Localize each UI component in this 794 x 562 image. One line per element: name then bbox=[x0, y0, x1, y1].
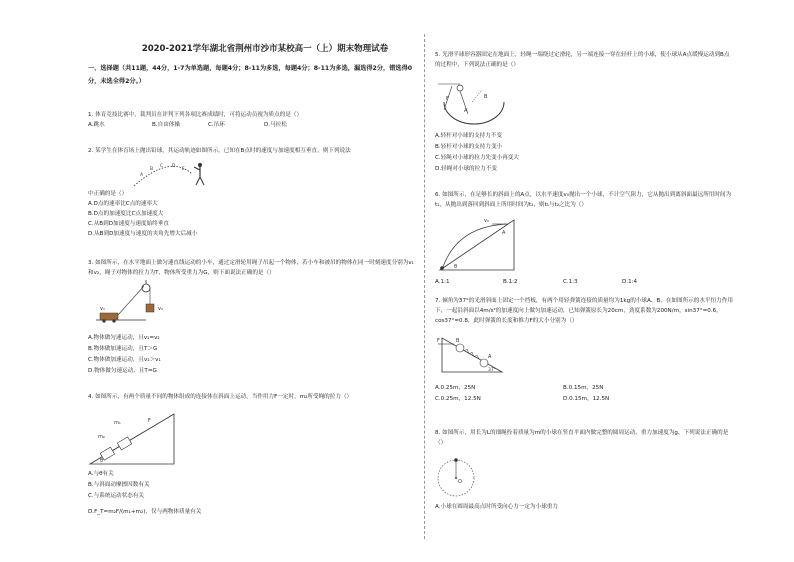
q4-label-f: F bbox=[148, 418, 151, 424]
q7-option-a: A.0.25m，25N bbox=[435, 385, 476, 391]
q7-option-c: C.0.25m，12.5N bbox=[435, 396, 481, 402]
q2-trajectory-figure bbox=[130, 160, 210, 188]
q3-option-b: B.物体做加速运动，且T＞G bbox=[88, 346, 158, 352]
q8-option-a: A.小球在圆周最高点时所受向心力一定为小球重力 bbox=[435, 504, 558, 510]
q5-stem: 5. 光滑半球形容器固定在地面上，轻绳一端绕过定滑轮，另一端连接一穿在轻杆上的小球，使小球从A点缓慢运动到B点的过程中，下列说法正确的是（） bbox=[435, 52, 730, 68]
athlete-icon bbox=[194, 163, 204, 185]
q3-stem: 3. 如图所示，在水平地面上做匀速直线运动的小车，通过定滑轮用绳子吊起一个物体，若小车和被吊的物体在同一时刻速度分别为v₁和v₂，绳子对物体的拉力为T，物体所受重力为G，则下面说法正确的是（） bbox=[88, 260, 414, 276]
q1-option-b: B.自由体操 bbox=[152, 122, 180, 128]
q4-incline-figure bbox=[88, 408, 178, 468]
q1-option-d: D.马拉松 bbox=[264, 122, 287, 128]
q5-label-b: B bbox=[484, 94, 488, 100]
q3-label-v1: v₁ bbox=[100, 306, 105, 312]
q3-label-v2: v₂ bbox=[158, 306, 163, 312]
section-heading: 一、选择题（共11题，44分，1-7为单选题，每题4分；8-11为多选，每题4分；8-11为多选，漏选得2分，错选得0分，未选全得2分。） bbox=[88, 65, 413, 85]
q6-option-c: C.1:3 bbox=[563, 279, 578, 285]
column-divider bbox=[424, 34, 425, 539]
q7-option-d: D.0.15m，12.5N bbox=[563, 396, 610, 402]
q8-stem: 8. 如图所示，用长为L的细绳拴着质量为m的小球在竖直平面内做完整的圆周运动，重力加速度为g，下列说法正确的是（） bbox=[435, 430, 729, 446]
q7-spring-incline-figure bbox=[436, 334, 506, 376]
q6-option-a: A.1:1 bbox=[435, 279, 450, 285]
q3-pulley-figure bbox=[96, 280, 176, 328]
q2-option-d: D.从B到D加速度与速度的夹角先增大后减小 bbox=[88, 231, 198, 237]
q7-option-b: B.0.15m，25N bbox=[563, 385, 604, 391]
q6-label-v0: v₀ bbox=[484, 218, 489, 224]
q6-label-a: A bbox=[502, 230, 506, 236]
q2-option-a: A.D点的速率比C点的速率大 bbox=[88, 201, 158, 207]
q7-label-angle: 37° bbox=[488, 368, 496, 373]
q3-option-a: A.物体做匀速运动，且v₁=v₂ bbox=[88, 335, 160, 341]
q2-label-d: D bbox=[172, 164, 176, 169]
q2-option-c: C.从B到D加速度与速度始终垂直 bbox=[88, 221, 169, 227]
q4-label-m1: m₁ bbox=[114, 420, 121, 426]
q2-stem: 2. 某学生在体育场上抛出铅球，其运动轨迹如图所示，已知在B点时的速度与加速度相互垂直，则下列说法 bbox=[88, 148, 351, 154]
q8-label-o: O bbox=[458, 479, 462, 485]
q2-label-b: B bbox=[150, 167, 154, 172]
page-title: 2020-2021学年湖北省荆州市沙市某校高一（上）期末物理试卷 bbox=[141, 44, 389, 54]
q3-option-d: D.物体做匀速运动，且T=G bbox=[88, 368, 157, 374]
q4-label-theta: θ bbox=[100, 458, 104, 464]
q7-label-f: F bbox=[437, 338, 440, 344]
q7-label-a: A bbox=[488, 354, 492, 360]
q2-stem-cont: 中正确的是（） bbox=[88, 191, 128, 197]
q4-option-c: C.与系统运动状态有关 bbox=[88, 493, 145, 499]
q2-label-c: C bbox=[160, 164, 164, 169]
q7-label-b: B bbox=[456, 338, 460, 344]
q6-stem: 6. 如图所示，在足够长的斜面上的A点，以水平速度v₀抛出一个小球，不计空气阻力，它从抛出到离斜面最远所用时间为t₁，从抛出到落回到斜面上所用时间为t₂，则t₁与t₂之比为（） bbox=[435, 192, 732, 208]
q4-option-a: A.与θ有关 bbox=[88, 471, 114, 477]
q6-option-d: D.1:4 bbox=[622, 279, 638, 285]
q4-option-b: B.与斜面动摩擦因数有关 bbox=[88, 482, 150, 488]
q6-projectile-figure bbox=[436, 212, 520, 272]
q1-stem: 1. 体育竞技比赛中，裁判员在评判下列各项比赛成绩时，可将运动员视为质点的是（） bbox=[88, 112, 303, 118]
q3-option-c: C.物体做加速运动，且v₂＞v₁ bbox=[88, 357, 161, 363]
q6-option-b: B.1:2 bbox=[503, 279, 518, 285]
q2-label-a: A bbox=[140, 173, 144, 178]
q8-circle-figure bbox=[434, 456, 478, 500]
q1-option-c: C.吊环 bbox=[208, 122, 225, 128]
q4-option-d: D.F_T=m₂F/(m₁+m₂)，仅与两物体质量有关 bbox=[88, 509, 202, 515]
q7-stem: 7. 倾角为37°的光滑斜面上固定一个挡板，有两个用轻弹簧连接的质量均为1kg的小球A、B，在如图所示的水平恒力作用下，一起沿斜面以4m/s²的加速度向上做匀加速运动，已知弹簧原长为20cm，劲度系数为200N/m，sin37°=0.6，cos37°=0.8，此时弹簧的长度和推力F的大小分别为（） bbox=[435, 298, 733, 324]
q5-label-a: A bbox=[464, 108, 468, 114]
q5-hemisphere-figure bbox=[438, 82, 508, 130]
q4-label-m2: m₂ bbox=[98, 434, 105, 440]
q5-option-b: B.轻杆对小球的支持力变小 bbox=[435, 144, 503, 150]
q2-label-e: E bbox=[182, 167, 185, 172]
q5-option-a: A.轻杆对小球的支持力不变 bbox=[435, 133, 503, 139]
q1-option-a: A.跳水 bbox=[88, 122, 105, 128]
q4-stem: 4. 如图所示，有两个质量不同的物体组成的连接体在斜面上运动，当作用力F一定时，m₂所受绳的拉力（） bbox=[88, 394, 353, 400]
q2-option-b: B.D点的加速度比C点加速度大 bbox=[88, 211, 164, 217]
q5-option-d: D.轻绳对小球的拉力不变 bbox=[435, 166, 498, 172]
q6-label-theta: θ bbox=[454, 264, 458, 270]
q5-label-f: F bbox=[446, 96, 449, 102]
q5-option-c: C.轻绳对小球的拉力先变小再变大 bbox=[435, 155, 519, 161]
